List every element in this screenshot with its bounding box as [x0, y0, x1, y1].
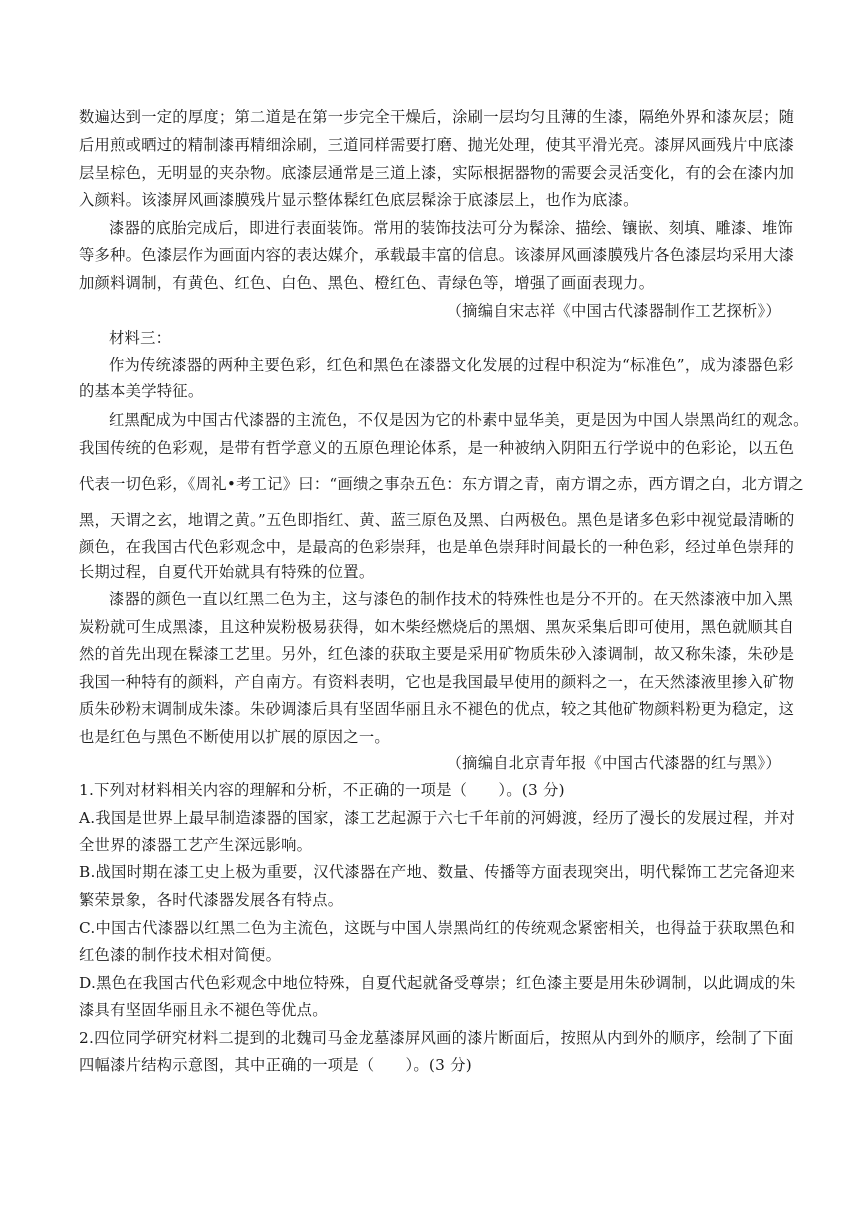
- paragraph-line: 等多种。色漆层作为画面内容的表达媒介，承载最丰富的信息。该漆屏风画漆膜残片各色漆层均采用大漆: [79, 246, 795, 264]
- paragraph-line: 的基本美学特征。: [79, 382, 204, 400]
- paragraph-line: 漆器的底胎完成后，即进行表面装饰。常用的装饰技法可分为髹涂、描绘、镶嵌、刻填、雕漆、堆饰: [109, 219, 794, 237]
- question-option: 漆具有坚固华丽且永不褪色等优点。: [79, 1001, 328, 1019]
- paragraph-line: 颜色，在我国古代色彩观念中，是最高的色彩崇拜，也是单色崇拜时间最长的一种色彩，经过单色崇拜的: [79, 538, 795, 556]
- paragraph-line: 漆器的颜色一直以红黑二色为主，这与漆色的制作技术的特殊性也是分不开的。在天然漆液中加入黑: [109, 590, 794, 608]
- question-option: 红色漆的制作技术相对简便。: [79, 946, 282, 964]
- question-stem: 四幅漆片结构示意图，其中正确的一项是（ ）。(3 分): [79, 1056, 473, 1074]
- paragraph-line: 黑，天谓之玄，地谓之黄。”五色即指红、黄、蓝三原色及黑、白两极色。黑色是诸多色彩中视觉最清晰的: [79, 511, 795, 529]
- paragraph-line: 加颜料调制，有黄色、红色、白色、黑色、橙红色、青绿色等，增强了画面表现力。: [79, 274, 655, 292]
- paragraph-line: 后用煎或晒过的精制漆再精细涂刷，三道同样需要打磨、抛光处理，使其平滑光亮。漆屏风画残片中底漆: [79, 136, 795, 154]
- question-stem: 1.下列对材料相关内容的理解和分析，不正确的一项是（ ）。(3 分): [79, 781, 565, 799]
- source-citation: （摘编自宋志祥《中国古代漆器制作工艺探析》）: [446, 302, 781, 320]
- paragraph-line: 然的首先出现在髹漆工艺里。另外，红色漆的获取主要是采用矿物质朱砂入漆调制，故又称朱漆，朱砂是: [79, 645, 795, 663]
- paragraph-line: 作为传统漆器的两种主要色彩，红色和黑色在漆器文化发展的过程中积淀为“标准色”，成为漆器色彩: [109, 356, 794, 374]
- paragraph-line: 代表一切色彩，《周礼•考工记》曰：“画缋之事杂五色：东方谓之青，南方谓之赤，西方谓之白，北方谓之: [79, 475, 804, 493]
- question-stem: 2.四位同学研究材料二提到的北魏司马金龙墓漆屏风画的漆片断面后，按照从内到外的顺序，绘制了下面: [79, 1029, 794, 1047]
- paragraph-line: 我国一种特有的颜料，产自南方。有资料表明，它也是我国最早使用的颜料之一，在天然漆液里掺入矿物: [79, 673, 795, 691]
- paragraph-line: 质朱砂粉末调制成朱漆。朱砂调漆后具有坚固华丽且永不褪色的优点，较之其他矿物颜料粉更为稳定，这: [79, 700, 795, 718]
- paragraph-line: 也是红色与黑色不断使用以扩展的原因之一。: [79, 728, 390, 746]
- section-heading: 材料三：: [109, 329, 172, 347]
- paragraph-line: 数遍达到一定的厚度；第二道是在第一步完全干燥后，涂刷一层均匀且薄的生漆，隔绝外界和漆灰层；随: [79, 108, 795, 126]
- question-option: D.黑色在我国古代色彩观念中地位特殊，自夏代起就备受尊崇；红色漆主要是用朱砂调制，以此调成的朱: [79, 974, 796, 992]
- paragraph-line: 层呈棕色，无明显的夹杂物。底漆层通常是三道上漆，实际根据器物的需要会灵活变化，有的会在漆内加: [79, 164, 795, 182]
- question-option: A.我国是世界上最早制造漆器的国家，漆工艺起源于六七千年前的河姆渡，经历了漫长的发展过程，并对: [79, 809, 796, 827]
- question-option: C.中国古代漆器以红黑二色为主流色，这既与中国人崇黑尚红的传统观念紧密相关，也得益于获取黑色和: [79, 919, 796, 937]
- paragraph-line: 我国传统的色彩观，是带有哲学意义的五原色理论体系，是一种被纳入阴阳五行学说中的色彩论，以五色: [79, 439, 795, 457]
- source-citation: （摘编自北京青年报《中国古代漆器的红与黑》）: [446, 754, 781, 772]
- paragraph-line: 炭粉就可生成黑漆，且这种炭粉极易获得，如木柴经燃烧后的黑烟、黑灰采集后即可使用，黑色就顺其自: [79, 618, 795, 636]
- question-option: 全世界的漆器工艺产生深远影响。: [79, 836, 313, 854]
- paragraph-line: 红黑配成为中国古代漆器的主流色，不仅是因为它的朴素中显华美，更是因为中国人崇黑尚红的观念。: [109, 411, 809, 429]
- paragraph-line: 长期过程，自夏代开始就具有特殊的位置。: [79, 563, 375, 581]
- paragraph-line: 入颜料。该漆屏风画漆膜残片显示整体髹红色底层髹涂于底漆层上，也作为底漆。: [79, 191, 639, 209]
- question-option: B.战国时期在漆工史上极为重要，汉代漆器在产地、数量、传播等方面表现突出，明代髹饰工艺完备迎来: [79, 863, 796, 881]
- question-option: 繁荣景象，各时代漆器发展各有特点。: [79, 891, 344, 909]
